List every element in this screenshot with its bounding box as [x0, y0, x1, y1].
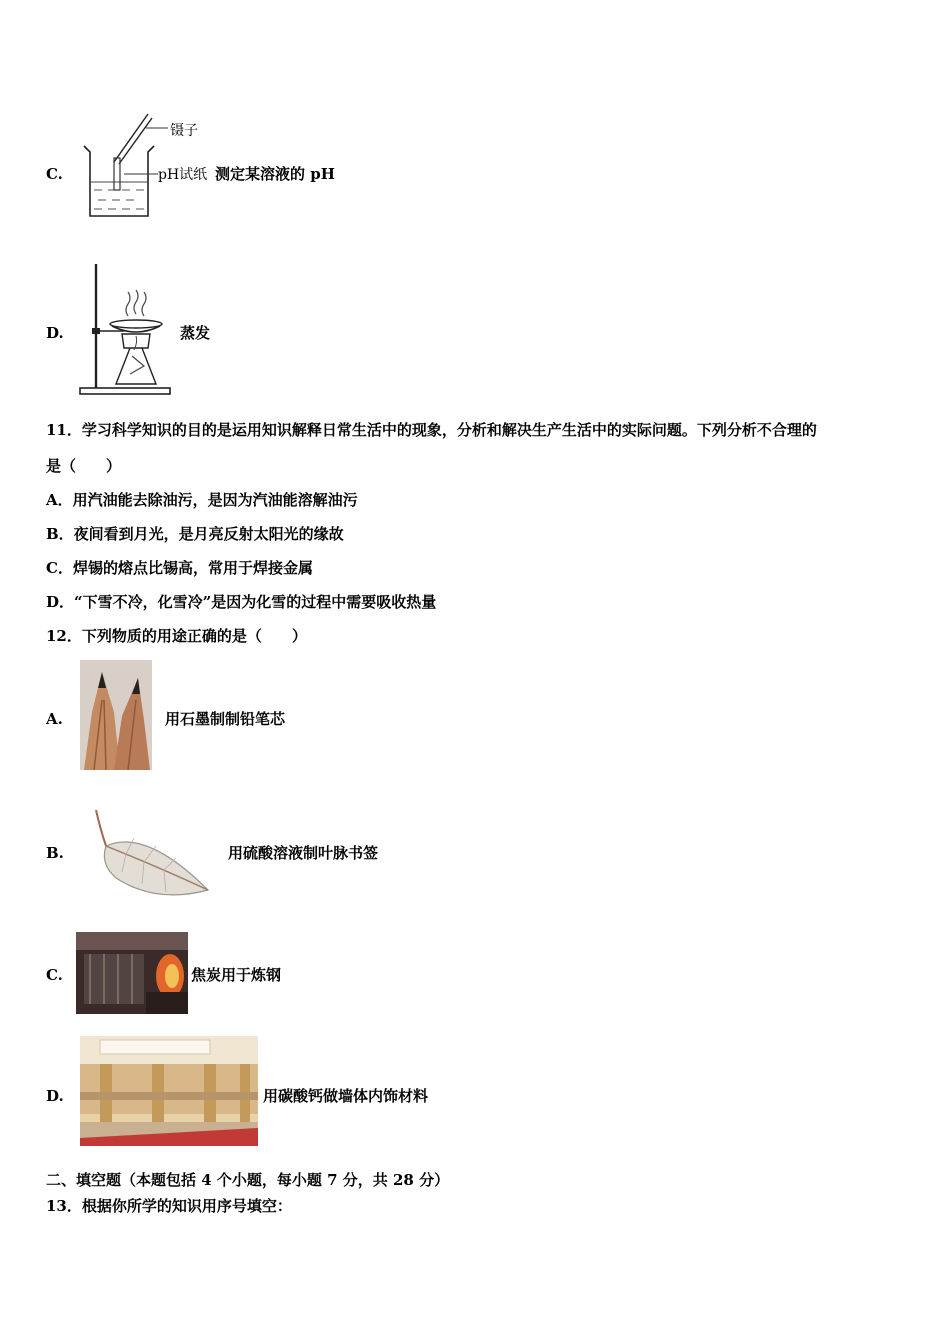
q12-option-c-text: 焦炭用于炼钢	[191, 966, 282, 984]
q12-letter-a: A.	[46, 710, 63, 728]
q12-option-d-text: 用碳酸钙做墙体内饰材料	[263, 1087, 429, 1105]
pencils-image	[80, 660, 152, 770]
q12-letter-c: C.	[46, 966, 63, 984]
q12-option-b-text: 用硫酸溶液制叶脉书签	[228, 844, 379, 862]
q12-letter-d: D.	[46, 1087, 64, 1105]
ph-paper-label: pH试纸	[158, 167, 208, 183]
q13-stem: 13．根据你所学的知识用序号填空：	[46, 1197, 292, 1215]
q11-option-a: A．用汽油能去除油污，是因为汽油能溶解油污	[46, 491, 358, 509]
option-letter-c: C.	[46, 165, 63, 183]
leaf-skeleton-image	[76, 808, 212, 908]
section-2-title: 二、填空题（本题包括 4 个小题，每小题 7 分，共 28 分）	[46, 1171, 450, 1189]
q12-stem: 12．下列物质的用途正确的是（ ）	[46, 627, 307, 645]
q11-option-d: D．“下雪不冷，化雪冷”是因为化雪的过程中需要吸收热量	[46, 593, 437, 611]
tweezers-label: 镊子	[170, 123, 198, 139]
q11-stem-line1: 11．学习科学知识的目的是运用知识解释日常生活中的现象，分析和解决生产生活中的实际问题。下列分析不合理的	[46, 421, 817, 439]
q12-letter-b: B.	[46, 844, 64, 862]
q12-option-a-text: 用石墨制制铅笔芯	[165, 710, 286, 728]
q11-stem-line2: 是（ ）	[46, 457, 122, 475]
option-c-text: 测定某溶液的 pH	[215, 165, 335, 183]
interior-hall-image	[80, 1036, 258, 1146]
option-letter-d: D.	[46, 324, 64, 342]
q11-option-c: C．焊锡的熔点比锡高，常用于焊接金属	[46, 559, 313, 577]
option-d-text: 蒸发	[180, 324, 211, 342]
evaporation-apparatus-figure	[76, 262, 176, 398]
steel-furnace-image	[76, 932, 188, 1014]
q11-option-b: B．夜间看到月光，是月亮反射太阳光的缘故	[46, 525, 344, 543]
